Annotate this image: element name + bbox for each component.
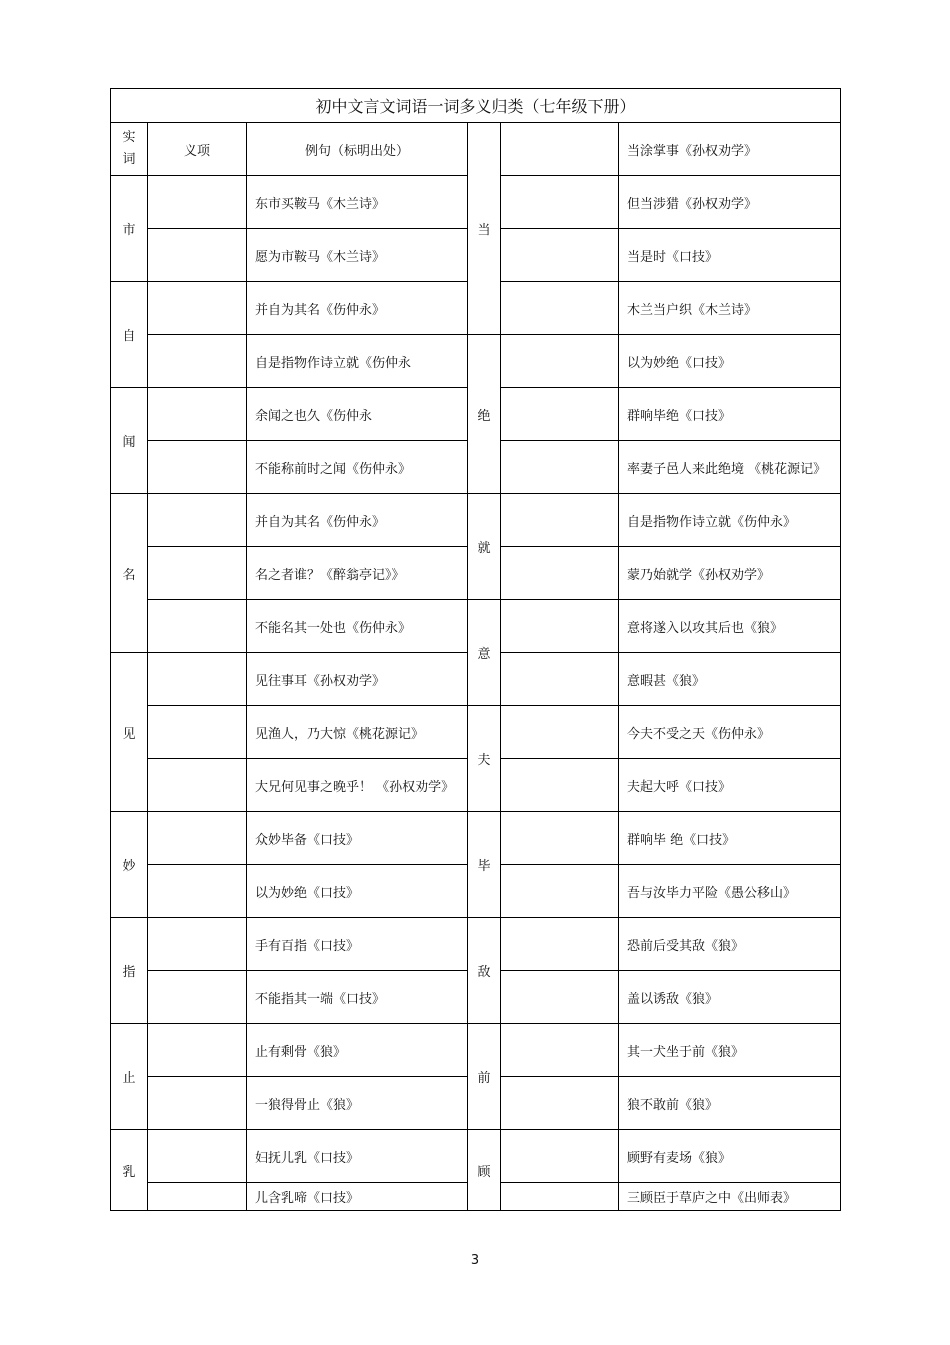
right-meaning-cell: [501, 494, 619, 547]
polysemy-table: [110, 88, 841, 1211]
left-example: 并自为其名《伤仲永》: [247, 282, 468, 335]
right-example: 三顾臣于草庐之中《出师表》: [619, 1183, 841, 1211]
left-example: 儿含乳啼《口技》: [247, 1183, 468, 1211]
right-example: 但当涉猎《孙权劝学》: [619, 176, 841, 229]
right-example: 蒙乃始就学《孙权劝学》: [619, 547, 841, 600]
header-row: [111, 123, 841, 176]
page-number: 3: [470, 1253, 480, 1268]
right-word: 前: [468, 1024, 501, 1130]
left-meaning-cell: [148, 1183, 247, 1211]
left-word: 自: [111, 282, 148, 388]
right-example: 夫起大呼《口技》: [619, 759, 841, 812]
right-meaning-cell: [501, 653, 619, 706]
right-word: 敌: [468, 918, 501, 1024]
left-meaning-cell: [148, 918, 247, 971]
right-example: 狼不敢前《狼》: [619, 1077, 841, 1130]
table-row: [111, 918, 841, 971]
left-meaning-cell: [148, 335, 247, 388]
right-meaning-cell: [501, 1183, 619, 1211]
left-example: 不能称前时之闻《伤仲永》: [247, 441, 468, 494]
right-word: 当: [468, 123, 501, 335]
right-example: 顾野有麦场《狼》: [619, 1130, 841, 1183]
left-word: 闻: [111, 388, 148, 494]
table-row: [111, 706, 841, 759]
table-row: [111, 1024, 841, 1077]
right-meaning-cell: [501, 706, 619, 759]
left-example: 见渔人，乃大惊《桃花源记》: [247, 706, 468, 759]
left-meaning-cell: [148, 706, 247, 759]
header-word: [111, 123, 148, 176]
left-meaning-cell: [148, 494, 247, 547]
left-meaning-cell: [148, 812, 247, 865]
left-example: 东市买鞍马《木兰诗》: [247, 176, 468, 229]
right-meaning-cell: [501, 759, 619, 812]
right-meaning-cell: [501, 335, 619, 388]
left-meaning-cell: [148, 1130, 247, 1183]
left-example: 余闻之也久《伤仲永: [247, 388, 468, 441]
right-word: 顾: [468, 1130, 501, 1211]
left-example: 名之者谁？《醉翁亭记》》: [247, 547, 468, 600]
right-example: 意将遂入以攻其后也《狼》: [619, 600, 841, 653]
right-meaning-cell: [501, 918, 619, 971]
left-example: 不能指其一端《口技》: [247, 971, 468, 1024]
right-example: 吾与汝毕力平险《愚公移山》: [619, 865, 841, 918]
right-meaning-cell: [501, 971, 619, 1024]
left-example: 一狼得骨止《狼》: [247, 1077, 468, 1130]
right-word: 意: [468, 600, 501, 706]
left-example: 止有剩骨《狼》: [247, 1024, 468, 1077]
left-example: 妇抚儿乳《口技》: [247, 1130, 468, 1183]
right-example: 其一犬坐于前《狼》: [619, 1024, 841, 1077]
right-example: 当涂掌事《孙权劝学》: [619, 123, 841, 176]
left-meaning-cell: [148, 1077, 247, 1130]
right-meaning-cell: [501, 123, 619, 176]
table-row: [111, 494, 841, 547]
right-meaning-cell: [501, 1077, 619, 1130]
right-example: 当是时《口技》: [619, 229, 841, 282]
left-meaning-cell: [148, 388, 247, 441]
left-example: 自是指物作诗立就《伤仲永: [247, 335, 468, 388]
right-meaning-cell: [501, 441, 619, 494]
left-meaning-cell: [148, 759, 247, 812]
right-example: 木兰当户织《木兰诗》: [619, 282, 841, 335]
right-example: 自是指物作诗立就《伤仲永》: [619, 494, 841, 547]
left-example: 并自为其名《伤仲永》: [247, 494, 468, 547]
left-word: 见: [111, 653, 148, 812]
right-example: 率妻子邑人来此绝境 《桃花源记》: [619, 441, 841, 494]
right-meaning-cell: [501, 865, 619, 918]
right-meaning-cell: [501, 1130, 619, 1183]
left-example: 以为妙绝《口技》: [247, 865, 468, 918]
left-meaning-cell: [148, 653, 247, 706]
right-meaning-cell: [501, 547, 619, 600]
right-meaning-cell: [501, 229, 619, 282]
right-example: 恐前后受其敌《狼》: [619, 918, 841, 971]
left-example: 大兄何见事之晚乎！ 《孙权劝学》: [247, 759, 468, 812]
right-meaning-cell: [501, 388, 619, 441]
left-word: 名: [111, 494, 148, 653]
left-example: 愿为市鞍马《木兰诗》: [247, 229, 468, 282]
right-example: 群响毕绝《口技》: [619, 388, 841, 441]
right-meaning-cell: [501, 282, 619, 335]
table-row: [111, 1130, 841, 1183]
table-title: 初中文言文词语一词多义归类（七年级下册）: [111, 89, 841, 123]
header-example: 例句（标明出处）: [247, 123, 468, 176]
left-word: 妙: [111, 812, 148, 918]
left-example: 不能名其一处也《伤仲永》: [247, 600, 468, 653]
header-word-bottom: 词: [122, 152, 136, 167]
left-meaning-cell: [148, 441, 247, 494]
left-example: 众妙毕备《口技》: [247, 812, 468, 865]
left-meaning-cell: [148, 600, 247, 653]
left-meaning-cell: [148, 229, 247, 282]
right-example: 群响毕 绝《口技》: [619, 812, 841, 865]
right-example: 盖以诱敌《狼》: [619, 971, 841, 1024]
right-meaning-cell: [501, 812, 619, 865]
table-row: [111, 600, 841, 653]
right-word: 毕: [468, 812, 501, 918]
left-meaning-cell: [148, 1024, 247, 1077]
left-meaning-cell: [148, 865, 247, 918]
left-meaning-cell: [148, 547, 247, 600]
left-meaning-cell: [148, 282, 247, 335]
left-example: 手有百指《口技》: [247, 918, 468, 971]
right-example: 意暇甚《狼》: [619, 653, 841, 706]
right-meaning-cell: [501, 600, 619, 653]
table-row: [111, 812, 841, 865]
left-word: 止: [111, 1024, 148, 1130]
right-meaning-cell: [501, 1024, 619, 1077]
right-word: 夫: [468, 706, 501, 812]
left-word: 指: [111, 918, 148, 1024]
table-row: [111, 335, 841, 388]
right-example: 今夫不受之天《伤仲永》: [619, 706, 841, 759]
left-example: 见往事耳《孙权劝学》: [247, 653, 468, 706]
header-word-top: 实: [122, 130, 136, 145]
left-meaning-cell: [148, 176, 247, 229]
right-word: 绝: [468, 335, 501, 494]
left-word: 市: [111, 176, 148, 282]
right-word: 就: [468, 494, 501, 600]
left-word: 乳: [111, 1130, 148, 1211]
left-meaning-cell: [148, 971, 247, 1024]
right-example: 以为妙绝《口技》: [619, 335, 841, 388]
header-meaning: 义项: [148, 123, 247, 176]
right-meaning-cell: [501, 176, 619, 229]
